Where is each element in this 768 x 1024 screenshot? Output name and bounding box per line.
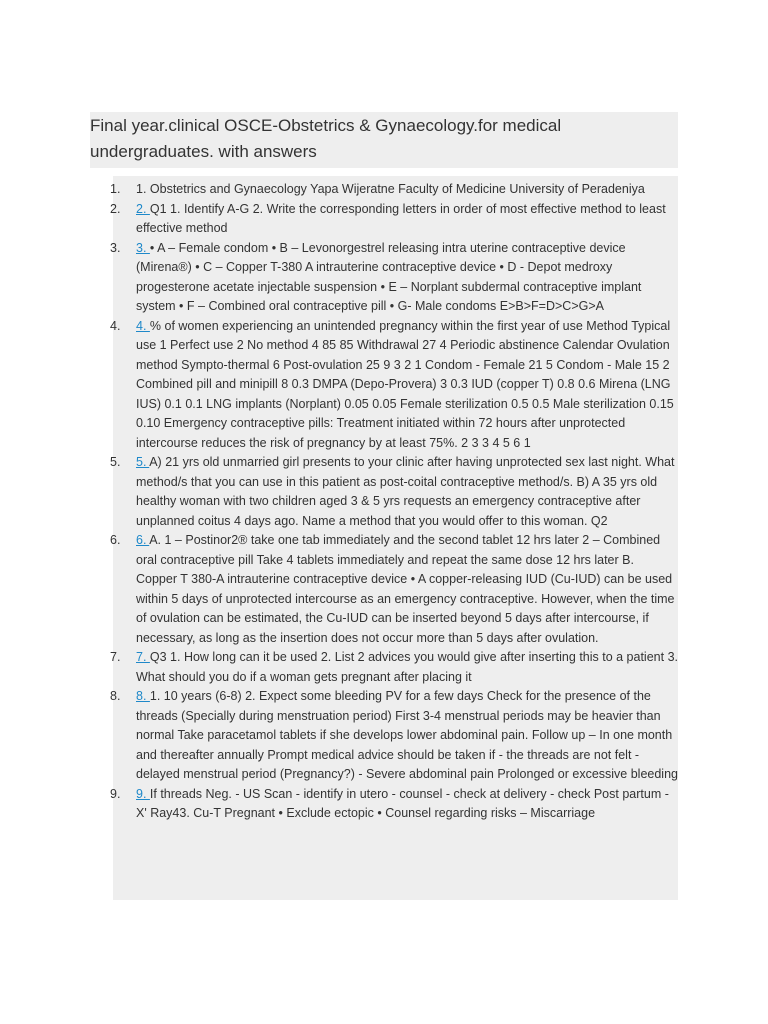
slide-text: If threads Neg. - US Scan - identify in utero - counsel - check at delivery - check Post partum - X' Ray43. Cu-T Pregnant • Exclude ectopic • Counsel regarding risks – Miscarriage: [136, 786, 669, 820]
item-number: 5.: [110, 455, 121, 469]
slide-link[interactable]: 2.: [136, 201, 150, 216]
document-title: Final year.clinical OSCE-Obstetrics & Gynaecology.for medical undergraduates. with answers: [90, 116, 562, 161]
slide-link[interactable]: 8.: [136, 689, 150, 703]
slide-link[interactable]: 6.: [136, 533, 150, 547]
slide-text: % of women experiencing an unintended pregnancy within the first year of use Method Typical use 1 Perfect use 2 No method 4 85 85 Withdrawal 27 4 Periodic abstinence Calendar Ovulation method Sympto-thermal 6 Post-ovulation 25 9 3 2 1 Condom - Female 21 5 Condom - Male 15 2 Combined pill and minipill 8 0.3 DMPA (Depo-Provera) 3 0.3 IUD (copper T) 0.8 0.6 Mirena (LNG IUS) 0.1 0.1 LNG implants (Norplant) 0.05 0.05 Female sterilization 0.5 0.5 Male sterilization 0.15 0.10 Emergency contraceptive pills: Treatment initiated within 72 hours after unprotected intercourse reduces the risk of pregnancy by at least 75%. 2 3 3 4 5 6 1: [136, 318, 674, 450]
item-number: 7.: [110, 650, 121, 664]
slide-text: Q1 1. Identify A-G 2. Write the corresponding letters in order of most effective method to least effective method: [136, 201, 666, 235]
slide-text: 1. 10 years (6-8) 2. Expect some bleeding PV for a few days Check for the presence of the threads (Specially during menstruation period) First 3-4 menstrual periods may be heavier than normal Take paracetamol tablets if she develops lower abdominal pain. Follow up – In one month and thereafter annually Prompt medical advice should be taken if - the threads are not felt - delayed menstrual period (Pregnancy?) - Severe abdominal pain Prolonged or excessive bleeding: [136, 689, 678, 781]
list-item: [110, 453, 678, 531]
list-item: [110, 648, 678, 687]
item-number: 6.: [110, 533, 121, 547]
slide-link[interactable]: 4.: [136, 318, 150, 333]
list-item: [110, 317, 678, 454]
list-item: [110, 785, 678, 824]
slide-link[interactable]: 9.: [136, 786, 150, 801]
slide-link[interactable]: 3.: [136, 240, 150, 255]
item-number: 3.: [110, 240, 121, 255]
slide-text: Q3 1. How long can it be used 2. List 2 advices you would give after inserting this to a patient 3. What should you do if a woman gets pregnant after placing it: [136, 650, 678, 684]
slide-text: 1. Obstetrics and Gynaecology Yapa Wijeratne Faculty of Medicine University of Peradeniya: [136, 182, 645, 196]
slide-link[interactable]: 7.: [136, 650, 150, 664]
list-item: [110, 531, 678, 648]
list-item: [110, 200, 678, 239]
item-number: 4.: [110, 318, 121, 333]
slide-link[interactable]: 5.: [136, 455, 150, 469]
slide-text: A) 21 yrs old unmarried girl presents to your clinic after having unprotected sex last night. What method/s that you can use in this patient as post-coital contraceptive method/s. B) A 35 yrs old healthy woman with two children aged 3 & 5 yrs requests an emergency contraceptive after unplanned coitus 4 days ago. Name a method that you would offer to this woman. Q2: [136, 455, 675, 528]
slide-list: [110, 180, 678, 824]
slide-text: • A – Female condom • B – Levonorgestrel releasing intra uterine contraceptive device (Mirena®) • C – Copper T-380 A intrauterine contraceptive device • D - Depot medroxy progesterone acetate injectable suspension • E – Norplant subdermal contraceptive implant system • F – Combined oral contraceptive pill • G- Male condoms E>B>F=D>C>G>A: [136, 240, 642, 313]
list-item: [110, 687, 678, 785]
slide-text: A. 1 – Postinor2® take one tab immediately and the second tablet 12 hrs later 2 – Combined oral contraceptive pill Take 4 tablets immediately and repeat the same dose 12 hrs later B. Copper T 380-A intrauterine contraceptive device • A copper-releasing IUD (Cu-IUD) can be used within 5 days of unprotected intercourse as an emergency contraceptive. However, when the time of ovulation can be estimated, the Cu-IUD can be inserted beyond 5 days after intercourse, if necessary, as long as the insertion does not occur more than 5 days after ovulation.: [136, 533, 675, 645]
list-item: [110, 239, 678, 317]
item-number: 2.: [110, 201, 121, 216]
item-number: 1.: [110, 182, 121, 196]
item-number: 9.: [110, 786, 121, 801]
list-item: [110, 180, 678, 200]
item-number: 8.: [110, 689, 121, 703]
